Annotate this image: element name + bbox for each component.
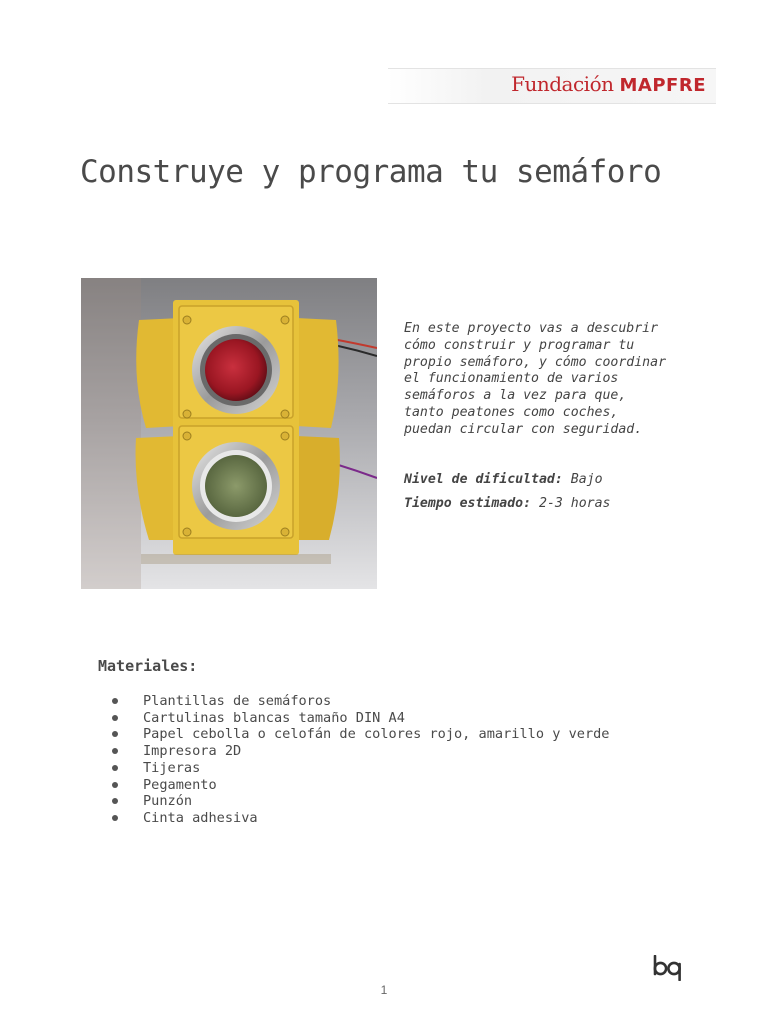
difficulty-value: Bajo	[570, 472, 603, 487]
list-item-label: Plantillas de semáforos	[143, 693, 332, 709]
logo-fundacion-text: Fundación	[511, 72, 614, 96]
bq-logo	[651, 955, 683, 981]
bullet-icon	[112, 698, 118, 704]
list-item	[110, 760, 610, 777]
bullet-icon	[112, 765, 118, 771]
list-item-label: Tijeras	[143, 759, 201, 776]
list-item-label: Cinta adhesiva	[143, 809, 258, 826]
intro-line: puedan circular con seguridad.	[404, 421, 643, 437]
time-line	[404, 496, 610, 511]
bullet-icon	[112, 815, 118, 821]
list-item	[110, 793, 610, 810]
list-item	[110, 693, 610, 710]
intro-line: semáforos a la vez para que,	[404, 388, 627, 404]
difficulty-label: Nivel de dificultad:	[404, 472, 563, 487]
intro-line: propio semáforo, y cómo coordinar	[404, 354, 667, 370]
page-number: 1	[380, 983, 388, 997]
list-item-label: Pegamento	[143, 776, 217, 793]
bullet-icon	[112, 731, 118, 737]
semaforo-photo	[81, 278, 377, 589]
time-label: Tiempo estimado:	[404, 496, 532, 511]
time-value: 2-3 horas	[539, 496, 611, 511]
materials-list	[110, 693, 610, 827]
bullet-icon	[112, 782, 118, 788]
list-item-label: Cartulinas blancas tamaño DIN A4	[143, 709, 405, 726]
list-item	[110, 726, 610, 743]
logo-mapfre-text: MAPFRE	[619, 75, 706, 96]
intro-line: el funcionamiento de varios	[404, 371, 619, 387]
bullet-icon	[112, 715, 118, 721]
materials-heading: Materiales:	[98, 657, 198, 675]
intro-line: cómo construir y programar tu	[404, 337, 635, 353]
list-item-label: Papel cebolla o celofán de colores rojo, amarillo y verde	[143, 726, 610, 743]
list-item	[110, 710, 610, 727]
fundacion-mapfre-logo	[511, 72, 706, 98]
list-item	[110, 810, 610, 827]
intro-line: tanto peatones como coches,	[404, 404, 619, 420]
intro-line: En este proyecto vas a descubrir	[404, 321, 659, 336]
list-item	[110, 743, 610, 760]
list-item-label: Impresora 2D	[143, 743, 242, 760]
intro-paragraph	[404, 321, 704, 439]
list-item	[110, 777, 610, 794]
bullet-icon	[112, 748, 118, 754]
difficulty-line	[404, 472, 603, 487]
page-title: Construye y programa tu semáforo	[80, 154, 662, 190]
list-item-label: Punzón	[143, 793, 193, 810]
bullet-icon	[112, 798, 118, 804]
